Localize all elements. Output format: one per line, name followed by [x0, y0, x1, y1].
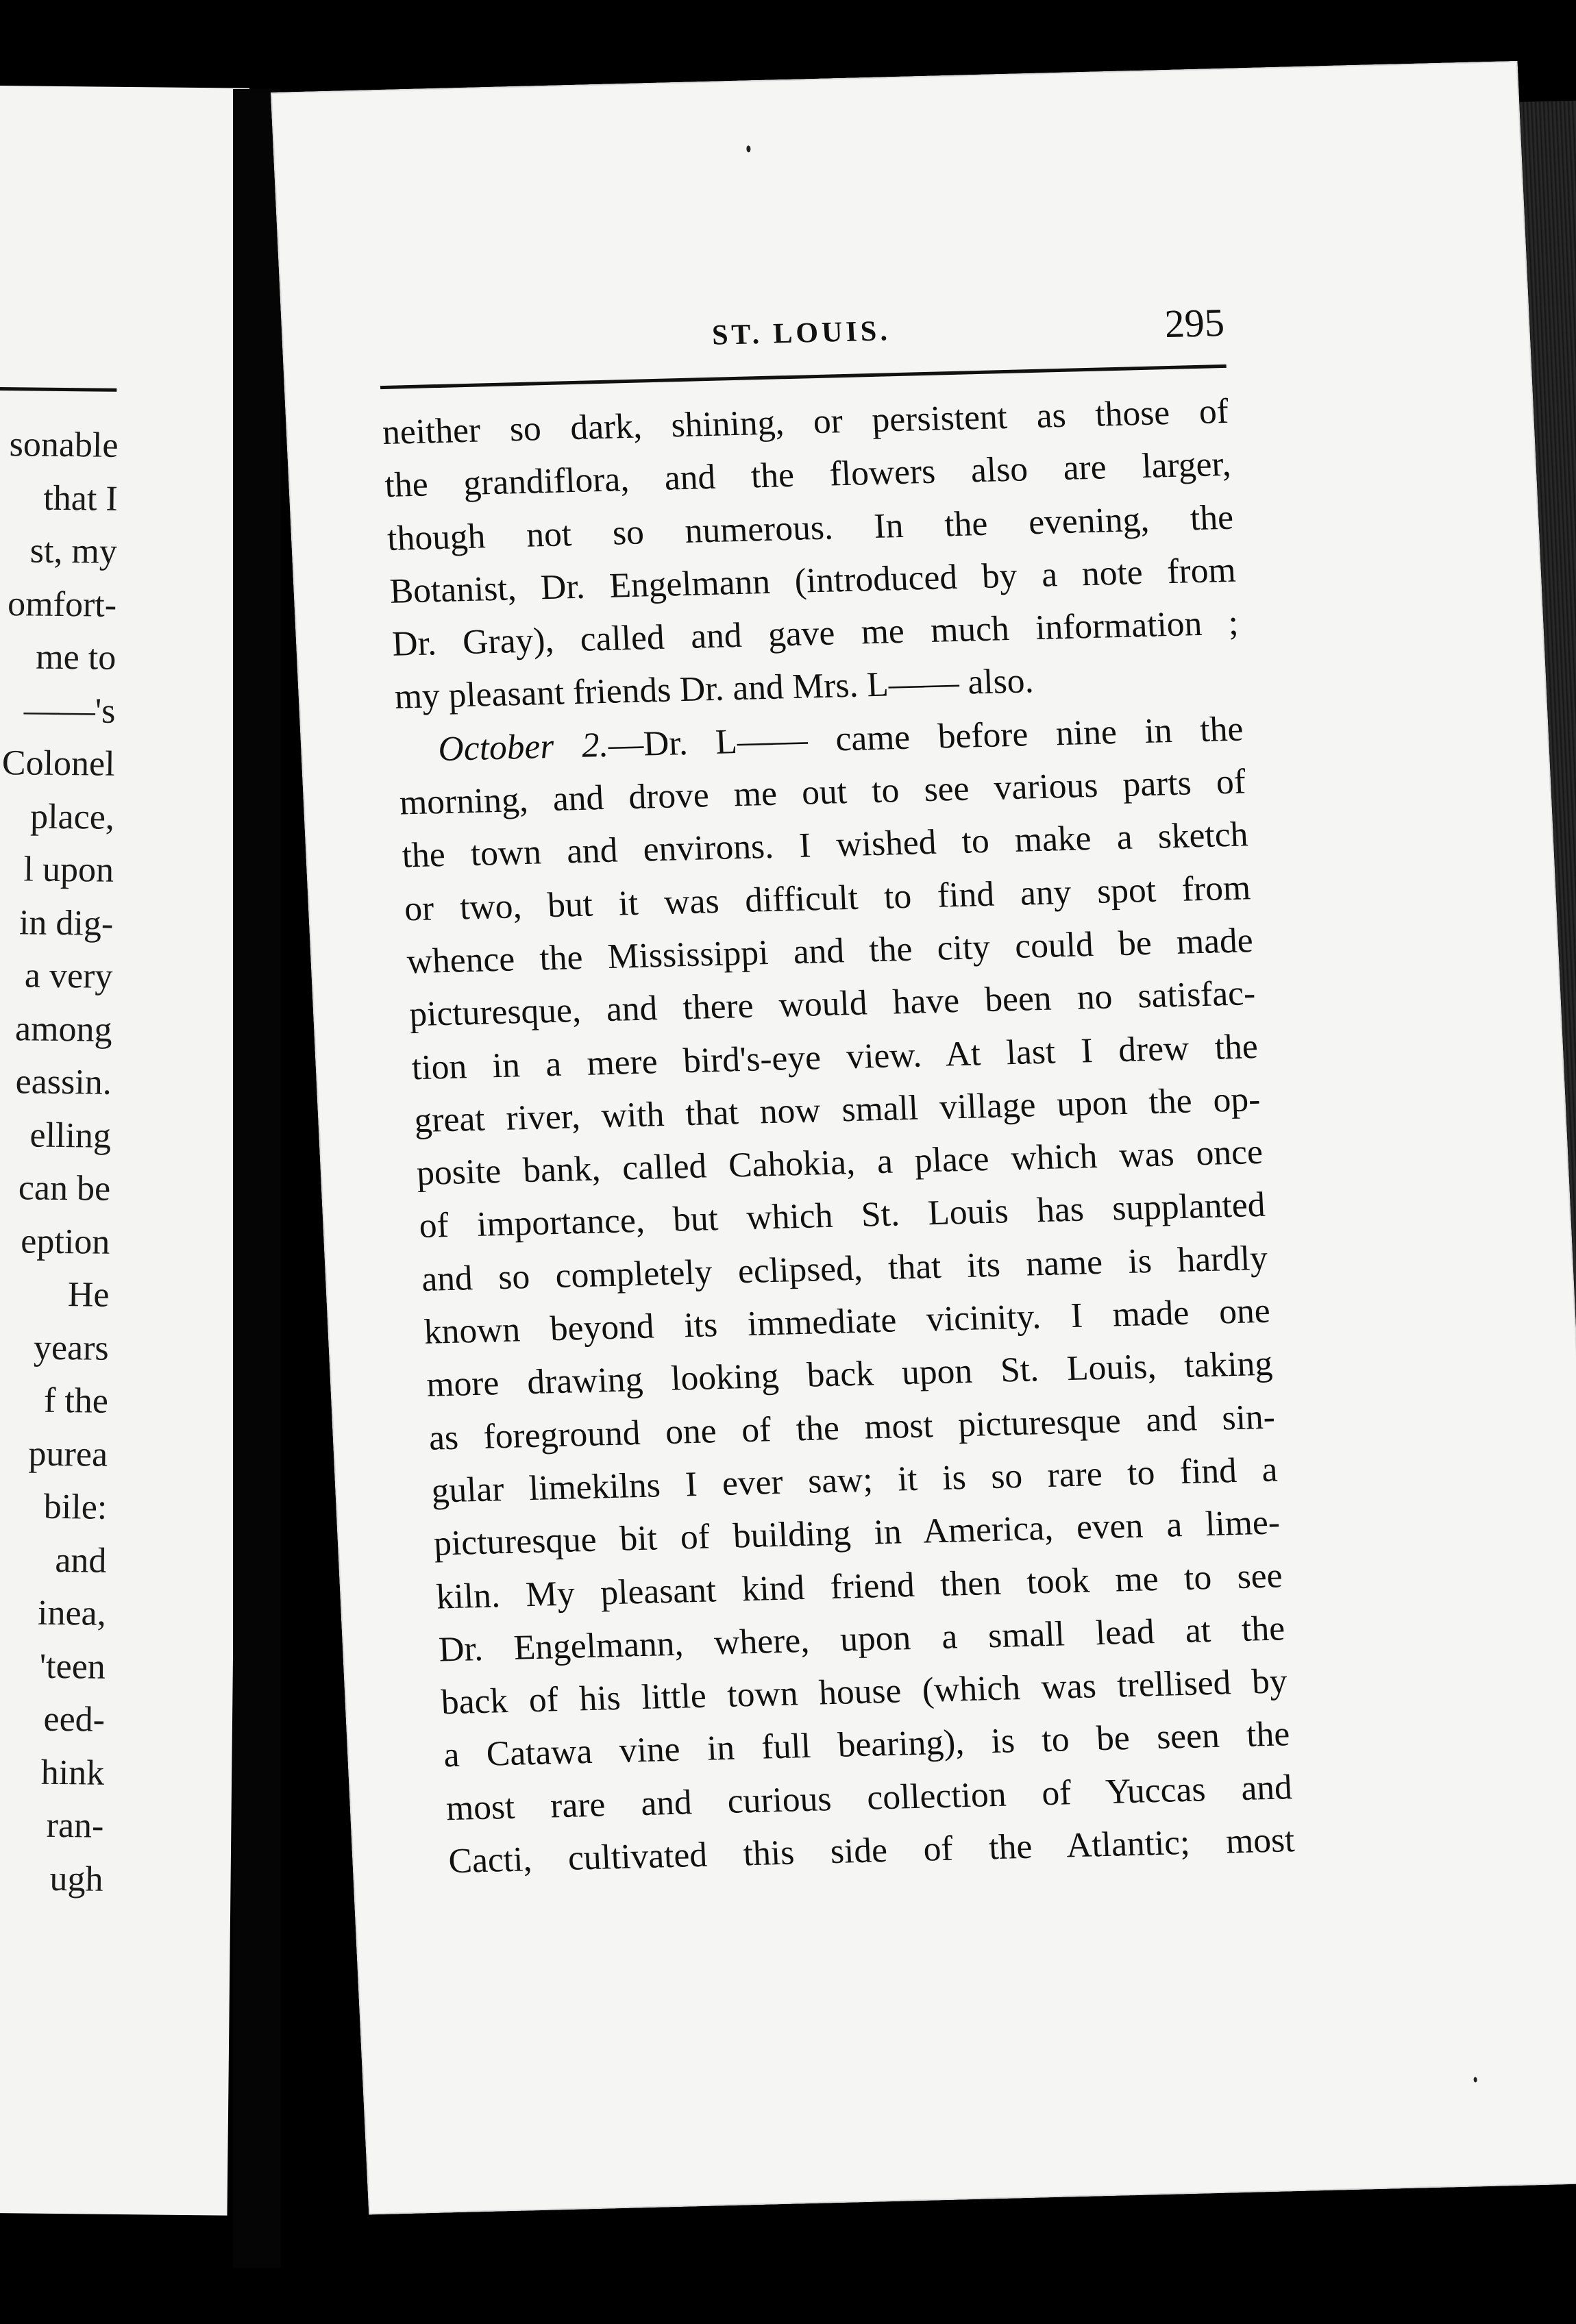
text-line: the grandiflora, and the flowers also are larger,	[384, 445, 1232, 506]
left-page-line: f the	[43, 1381, 109, 1421]
left-page-line: among	[14, 1009, 112, 1050]
text-line: picturesque bit of building in America, even a lime-	[432, 1503, 1281, 1563]
text-line: whence the Mississippi and the city could be made	[406, 921, 1254, 982]
left-page-line: l upon	[23, 850, 114, 890]
text-line: great river, with that now small village upon the op-	[413, 1079, 1261, 1141]
page-number: 295	[1163, 299, 1226, 347]
book-gutter	[233, 89, 281, 2268]
running-head	[378, 299, 1226, 375]
scan-speck	[1473, 2077, 1477, 2082]
text-line: more drawing looking back upon St. Louis, taking	[426, 1344, 1274, 1405]
left-page-line: omfort-	[7, 584, 117, 625]
text-line: a Catawa vine in full bearing), is to be seen the	[443, 1714, 1291, 1775]
page-edges	[1519, 99, 1576, 2190]
left-page-line: bile:	[43, 1487, 108, 1527]
left-page-fragment	[0, 86, 249, 2216]
text-line-continuation: —Dr. L—— came before nine in the	[607, 709, 1244, 765]
text-line: of importance, but which St. Louis has supplanted	[418, 1185, 1266, 1246]
left-page-line: hink	[40, 1753, 105, 1793]
text-line: though not so numerous. In the evening, the	[386, 497, 1235, 558]
left-page-line: a very	[24, 956, 113, 996]
left-page-line: He	[67, 1275, 110, 1315]
body-text	[381, 385, 1296, 1888]
left-page-line: 'teen	[39, 1646, 106, 1687]
left-page-line: purea	[28, 1434, 108, 1474]
text-line: kiln. My pleasant kind friend then took me to see	[435, 1555, 1283, 1617]
text-line: Dr. Engelmann, where, upon a small lead at the	[437, 1609, 1286, 1670]
left-page-line: Colonel	[1, 743, 115, 784]
left-page-text	[0, 418, 119, 1906]
left-page-line: years	[33, 1328, 110, 1368]
running-title: ST. LOUIS.	[711, 315, 891, 351]
text-line: Botanist, Dr. Engelmann (introduced by a note from	[389, 550, 1237, 611]
text-line: tion in a mere bird's-eye view. At last I drew the	[410, 1026, 1259, 1087]
text-line: or two, but it was difficult to find any spot from	[403, 867, 1252, 929]
left-page-line: sonable	[9, 425, 119, 465]
text-line: gular limekilns I ever saw; it is so rare to find a	[430, 1450, 1279, 1511]
text-line: most rare and curious collection of Yuccas and	[445, 1767, 1293, 1829]
left-page-line: eption	[21, 1221, 110, 1262]
left-page-line: inea,	[37, 1593, 106, 1633]
text-line: back of his little town house (which was trellised by	[440, 1661, 1288, 1722]
scan-speck	[746, 145, 750, 152]
text-line: known beyond its immediate vicinity. I made one	[423, 1291, 1271, 1352]
text-line: Cacti, cultivated this side of the Atlantic; most	[447, 1820, 1296, 1881]
date-heading: October 2.	[437, 725, 609, 769]
left-page-line: place,	[29, 797, 115, 837]
left-page-rule	[0, 387, 116, 392]
text-line: the town and environs. I wished to make a sketch	[401, 815, 1249, 876]
text-line: posite bank, called Cahokia, a place which was once	[415, 1133, 1264, 1194]
left-page-line: eassin.	[15, 1062, 112, 1102]
text-line: and so completely eclipsed, that its name is hardly	[420, 1238, 1269, 1299]
left-page-line: can be	[18, 1168, 111, 1209]
book-page	[271, 61, 1576, 2214]
left-page-line: st, my	[29, 531, 118, 571]
text-line: Dr. Gray), called and gave me much information ;	[391, 603, 1240, 664]
left-page-line: ugh	[49, 1859, 103, 1899]
left-page-line: and	[55, 1540, 107, 1581]
left-page-line: in dig-	[19, 902, 114, 943]
left-page-line: that I	[43, 478, 118, 519]
text-line: as foreground one of the most picturesque and sin-	[428, 1397, 1276, 1458]
text-line: picturesque, and there would have been no satisfac-	[408, 974, 1257, 1035]
text-line: neither so dark, shining, or persistent as those of	[381, 391, 1230, 453]
left-page-line: ——'s	[23, 690, 116, 731]
left-page-line: me to	[35, 637, 116, 678]
left-page-line: elling	[29, 1115, 112, 1156]
left-page-line: eed-	[43, 1699, 106, 1740]
text-line: my pleasant friends Dr. and Mrs. L—— also.	[393, 661, 1035, 717]
left-page-line: ran-	[46, 1805, 104, 1846]
text-line: morning, and drove me out to see various parts of	[398, 762, 1247, 823]
